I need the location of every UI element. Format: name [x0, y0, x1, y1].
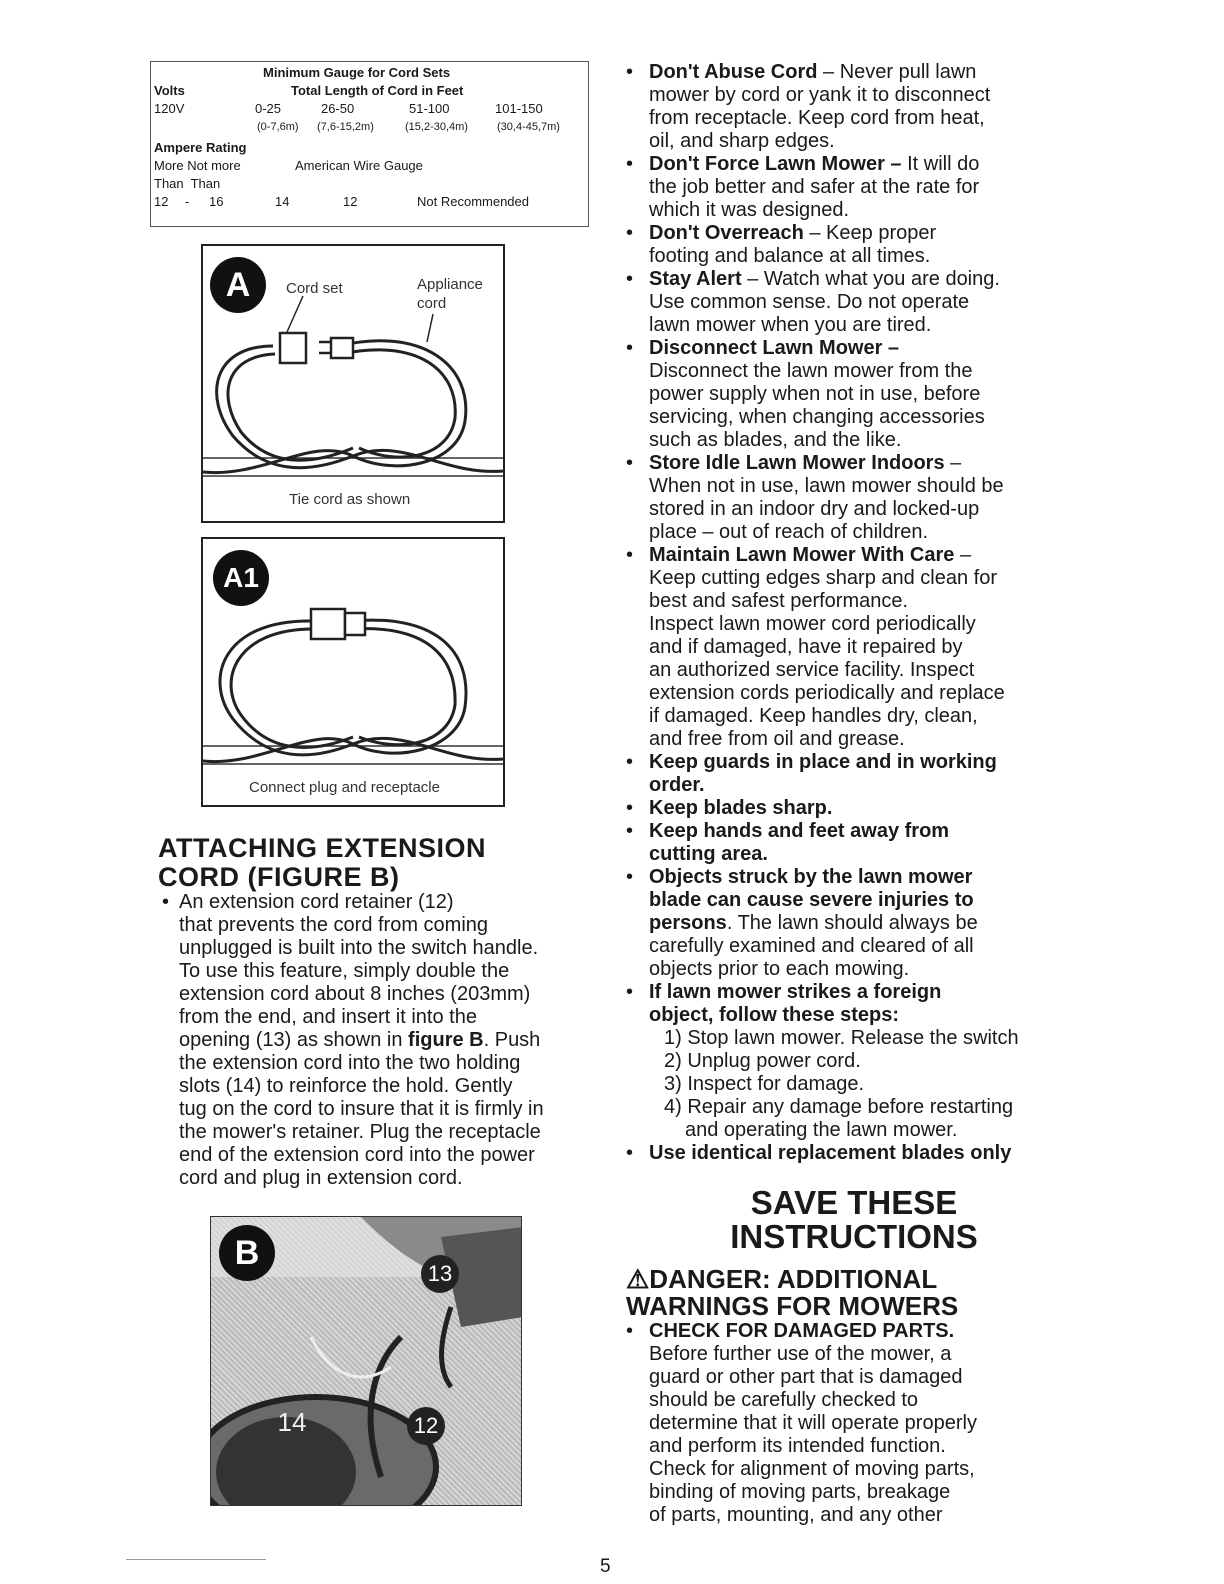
save-line-1: SAVE THESE — [750, 1184, 958, 1221]
rule-title: Don't Overreach — [649, 222, 804, 244]
attaching-heading-2: CORD (FIGURE B) — [158, 862, 400, 892]
attaching-line: the mower's retainer. Plug the receptacle — [179, 1121, 541, 1143]
step: 2) Unplug power cord. — [664, 1050, 861, 1072]
rule-title: Disconnect Lawn Mower – — [649, 337, 900, 359]
step: 1) Stop lawn mower. Release the switch — [664, 1027, 1019, 1049]
rule-title: If lawn mower strikes a foreign — [649, 981, 942, 1003]
rule-text: carefully examined and cleared of all — [649, 935, 974, 957]
rule-text: footing and balance at all times. — [649, 245, 931, 267]
check-text: of parts, mounting, and any other — [649, 1504, 943, 1526]
step: 4) Repair any damage before restarting — [664, 1096, 1014, 1118]
page-number: 5 — [600, 1556, 611, 1577]
rule-text: and if damaged, have it repaired by — [649, 636, 963, 658]
rule-title: Keep blades sharp. — [649, 797, 833, 819]
range-m: (30,4-45,7m) — [497, 121, 560, 133]
check-text: and perform its intended function. — [649, 1435, 946, 1457]
attaching-line: An extension cord retainer (12) — [179, 891, 454, 913]
amp-min: 12 — [154, 194, 169, 209]
rule-text: – Never pull lawn — [817, 61, 977, 83]
more-not-more: More Not more — [154, 158, 241, 173]
gauge-title: Minimum Gauge for Cord Sets — [263, 65, 451, 80]
attaching-line: the extension cord into the two holding — [179, 1052, 521, 1074]
rule-title: persons — [649, 912, 727, 934]
range-ft: 0-25 — [255, 101, 282, 116]
attaching-line: . Push — [483, 1029, 541, 1051]
figure-a1-caption: Connect plug and receptacle — [249, 779, 440, 796]
awg-value: 12 — [343, 194, 358, 209]
rule-text: It will do — [901, 153, 980, 175]
amp-dash: - — [185, 194, 190, 209]
awg-label: American Wire Gauge — [295, 158, 423, 173]
attaching-line: extension cord about 8 inches (203mm) — [179, 983, 531, 1005]
range-ft: 26-50 — [321, 101, 355, 116]
rule-text: such as blades, and the like. — [649, 429, 902, 451]
check-title: CHECK FOR DAMAGED PARTS. — [649, 1320, 955, 1342]
rule-text: which it was designed. — [649, 199, 850, 221]
appliance-cord-label: cord — [417, 295, 447, 312]
danger-line-1: ⚠DANGER: ADDITIONAL — [626, 1264, 938, 1294]
attaching-line: tug on the cord to insure that it is firmly in — [179, 1098, 544, 1120]
rule-title: Maintain Lawn Mower With Care — [649, 544, 955, 566]
callout-13: 13 — [421, 1255, 459, 1293]
rule-text: an authorized service facility. Inspect — [649, 659, 975, 681]
rule-text: When not in use, lawn mower should be — [649, 475, 1004, 497]
rule-title: Objects struck by the lawn mower — [649, 866, 973, 888]
step: 3) Inspect for damage. — [664, 1073, 865, 1095]
rule-text: stored in an indoor dry and locked-up — [649, 498, 980, 520]
attaching-line: To use this feature, simply double the — [179, 960, 510, 982]
rule-text: from receptacle. Keep cord from heat, — [649, 107, 985, 129]
range-m: (7,6-15,2m) — [317, 121, 374, 133]
rule-text: if damaged. Keep handles dry, clean, — [649, 705, 978, 727]
damaged-parts: • CHECK FOR DAMAGED PARTS. Before further use of the mower, a guard or other part that is damaged should be carefully checked to determine that it will operate properly and perform its intended function. Check for alignment of moving parts, binding of moving parts, breakage of parts, mounting, and any other — [626, 1320, 1066, 1527]
attaching-line: opening (13) as shown in — [179, 1029, 409, 1051]
volts-label: Volts — [154, 83, 185, 98]
figure-a1 — [201, 537, 505, 807]
rule-title: Don't Abuse Cord — [649, 61, 818, 83]
rule-text: . The lawn should always be — [726, 912, 978, 934]
figure-a-caption: Tie cord as shown — [289, 491, 411, 508]
cord-set-label: Cord set — [286, 280, 343, 297]
attaching-line: unplugged is built into the switch handle. — [179, 937, 539, 959]
check-text: determine that it will operate properly — [649, 1412, 977, 1434]
rule-text: and free from oil and grease. — [649, 728, 905, 750]
rule-title: blade can cause severe injuries to — [649, 889, 974, 911]
safety-rules: • Don't Abuse Cord – Never pull lawn mower by cord or yank it to disconnect from receptacle. Keep cord from heat, oil, and sharp edges. • Don't Force Lawn Mower – It will do the job better and safer at the rate for which it was designed. • Don't Overreach – Keep proper footing and balance at all times. • Stay Alert – Watch what you are doing. Use common sense. Do not operate lawn mower when you are tired. • Disconnect Lawn Mower – Disconnect the lawn mower from the power supply when not in use, before servicing, when changing accessories such as blades, and the like. • Store Idle Lawn Mower Indoors – When not in use, lawn mower should be stored in an indoor dry and locked-up place – out of reach of children. • Maintain Lawn Mower With Care – Keep cutting edges sharp and clean for best and safest performance. Inspect lawn mower cord periodically and if damaged, have it repaired by an authorized service facility. Inspect extension cords periodically and replace if damaged. Keep handles dry, clean, and free from oil and grease. • Keep guards in place and in working order. • Keep blades sharp. • Keep hands and feet away from cutting area. • Objects struck by the lawn mower blade can cause severe injuries to persons. The lawn should always be carefully examined and cleared of all objects prior to each mowing. • If lawn mower strikes a foreign object, follow these steps: 1) Stop lawn mower. Release the switch 2) Unplug power cord. 3) Inspect for damage. 4) Repair any damage before restarting and operating the lawn mower. • Use identical replacement blades only — [626, 61, 1066, 1165]
rule-text: Use common sense. Do not operate — [649, 291, 970, 313]
figure-b-badge: B — [219, 1225, 275, 1281]
rule-text: lawn mower when you are tired. — [649, 314, 932, 336]
attaching-line: that prevents the cord from coming — [179, 914, 489, 936]
check-text: Before further use of the mower, a — [649, 1343, 952, 1365]
attaching-body: • An extension cord retainer (12) that prevents the cord from coming unplugged is built into the switch handle. To use this feature, simply double the extension cord about 8 inches (203mm) from the end, and insert it into the opening (13) as shown in figure B. Push the extension cord into the two holding slots (14) to reinforce the hold. Gently tug on the cord to insure that it is firmly in the mower's retainer. Plug the receptacle end of the extension cord into the power cord and plug in extension cord. — [162, 891, 592, 1190]
rule-title: Stay Alert — [649, 268, 742, 290]
attaching-heading-1: ATTACHING EXTENSION — [158, 833, 487, 863]
rule-text: the job better and safer at the rate for — [649, 176, 980, 198]
rule-title: order. — [649, 774, 705, 796]
range-ft: 51-100 — [409, 101, 450, 116]
check-text: Check for alignment of moving parts, — [649, 1458, 975, 1480]
rule-text: – — [954, 544, 972, 566]
rule-text: Inspect lawn mower cord periodically — [649, 613, 976, 635]
rule-title: cutting area. — [649, 843, 768, 865]
appliance-label: Appliance — [417, 276, 483, 293]
rule-text: place – out of reach of children. — [649, 521, 929, 543]
attaching-line: slots (14) to reinforce the hold. Gently — [179, 1075, 513, 1097]
rule-text: oil, and sharp edges. — [649, 130, 835, 152]
range-m: (15,2-30,4m) — [405, 121, 468, 133]
range-m: (0-7,6m) — [257, 121, 299, 133]
save-line-2: INSTRUCTIONS — [730, 1218, 978, 1255]
ampere-label: Ampere Rating — [154, 140, 247, 155]
gauge-table — [150, 61, 589, 227]
danger-line-2: WARNINGS FOR MOWERS — [626, 1291, 959, 1321]
rule-text: servicing, when changing accessories — [649, 406, 985, 428]
figure-a1-badge: A1 — [213, 550, 269, 606]
check-text: binding of moving parts, breakage — [649, 1481, 951, 1503]
save-instructions-heading — [724, 1186, 984, 1254]
rule-text: – — [944, 452, 962, 474]
rule-text: Keep cutting edges sharp and clean for — [649, 567, 998, 589]
awg-value: Not Recommended — [417, 194, 529, 209]
danger-heading — [626, 1266, 958, 1320]
than-than: Than Than — [154, 176, 221, 191]
figure-a-badge: A — [210, 257, 266, 313]
rule-text: Disconnect the lawn mower from the — [649, 360, 973, 382]
rule-text: extension cords periodically and replace — [649, 682, 1005, 704]
callout-14: 14 — [277, 1407, 307, 1437]
attaching-line: end of the extension cord into the power — [179, 1144, 535, 1166]
range-ft: 101-150 — [495, 101, 543, 116]
rule-title: Use identical replacement blades only — [649, 1142, 1012, 1164]
rule-title: Keep guards in place and in working — [649, 751, 997, 773]
rule-text: objects prior to each mowing. — [649, 958, 910, 980]
rule-text: power supply when not in use, before — [649, 383, 981, 405]
step: and operating the lawn mower. — [685, 1119, 958, 1141]
voltage-value: 120V — [154, 101, 185, 116]
figure-b-ref: figure B — [408, 1029, 484, 1051]
amp-max: 16 — [209, 194, 224, 209]
check-text: guard or other part that is damaged — [649, 1366, 963, 1388]
footer-rule — [126, 1559, 266, 1560]
figure-a — [201, 244, 505, 523]
attaching-line: cord and plug in extension cord. — [179, 1167, 463, 1189]
rule-text: mower by cord or yank it to disconnect — [649, 84, 991, 106]
rule-title: Store Idle Lawn Mower Indoors — [649, 452, 945, 474]
rule-title: Don't Force Lawn Mower – — [649, 153, 902, 175]
rule-title: Keep hands and feet away from — [649, 820, 950, 842]
rule-text: best and safest performance. — [649, 590, 909, 612]
awg-value: 14 — [275, 194, 290, 209]
check-text: should be carefully checked to — [649, 1389, 919, 1411]
rule-title: object, follow these steps: — [649, 1004, 900, 1026]
rule-text: – Keep proper — [803, 222, 937, 244]
length-header: Total Length of Cord in Feet — [291, 83, 464, 98]
figure-b-photo — [210, 1216, 522, 1506]
attaching-line: from the end, and insert it into the — [179, 1006, 477, 1028]
callout-12: 12 — [407, 1407, 445, 1445]
rule-text: – Watch what you are doing. — [741, 268, 1000, 290]
